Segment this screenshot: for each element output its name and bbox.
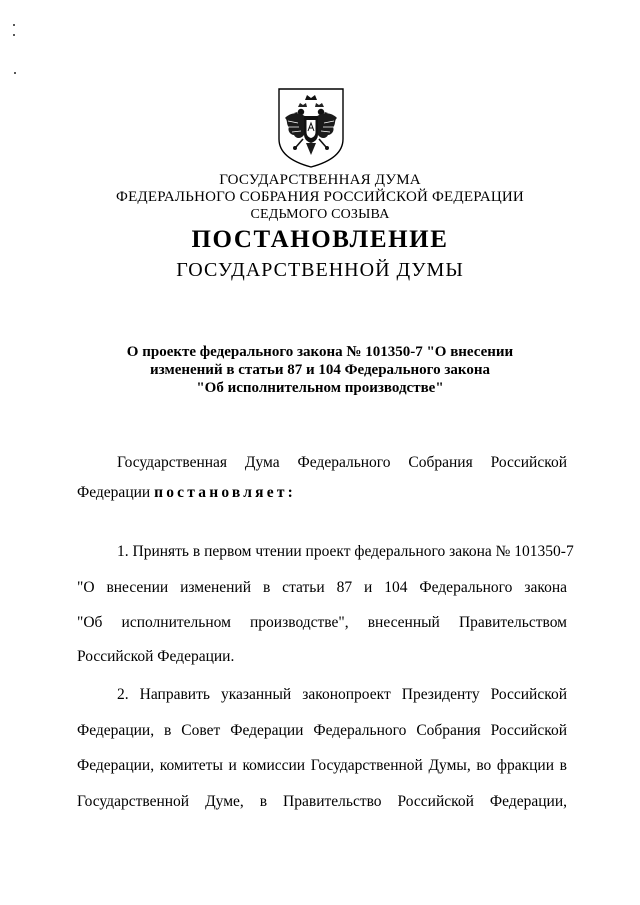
- document-title: ПОСТАНОВЛЕНИЕ: [191, 226, 449, 253]
- operative-word: постановляет:: [154, 484, 296, 501]
- scan-speck: [14, 72, 16, 74]
- resolution-subject: [90, 343, 550, 397]
- item-2-line: Федерации, комитеты и комиссии Государственной Думы, во фракции в: [77, 757, 567, 774]
- subject-line: "Об исполнительном производстве": [196, 380, 444, 396]
- item-1-line: "О внесении изменений в статьи 87 и 104 Федерального закона: [77, 579, 567, 596]
- scan-speck: [13, 24, 15, 26]
- convocation: СЕДЬМОГО СОЗЫВА: [250, 207, 390, 222]
- document-subtitle: ГОСУДАРСТВЕННОЙ ДУМЫ: [176, 259, 464, 281]
- chamber-name: ГОСУДАРСТВЕННАЯ ДУМА: [219, 172, 421, 188]
- preamble-line: [77, 484, 567, 502]
- coat-of-arms-icon: [276, 87, 346, 169]
- item-1-line: "Об исполнительном производстве", внесенный Правительством: [77, 614, 567, 631]
- item-2-line: Государственной Думе, в Правительство Российской Федерации,: [77, 793, 567, 810]
- item-2-line: 2. Направить указанный законопроект Президенту Российской: [117, 686, 567, 703]
- scan-speck: [13, 34, 15, 36]
- preamble-line: Государственная Дума Федерального Собрания Российской: [117, 454, 567, 471]
- item-1-line: 1. Принять в первом чтении проект федерального закона № 101350-7: [117, 543, 574, 560]
- parliament-name: ФЕДЕРАЛЬНОГО СОБРАНИЯ РОССИЙСКОЙ ФЕДЕРАЦИИ: [116, 189, 524, 205]
- subject-line: О проекте федерального закона № 101350-7 "О внесении: [126, 344, 514, 360]
- item-2-line: Федерации, в Совет Федерации Федерального Собрания Российской: [77, 722, 567, 739]
- preamble-prefix: Федерации: [77, 484, 155, 501]
- subject-line: изменений в статьи 87 и 104 Федерального закона: [150, 362, 490, 378]
- item-1-line: Российской Федерации.: [77, 648, 235, 665]
